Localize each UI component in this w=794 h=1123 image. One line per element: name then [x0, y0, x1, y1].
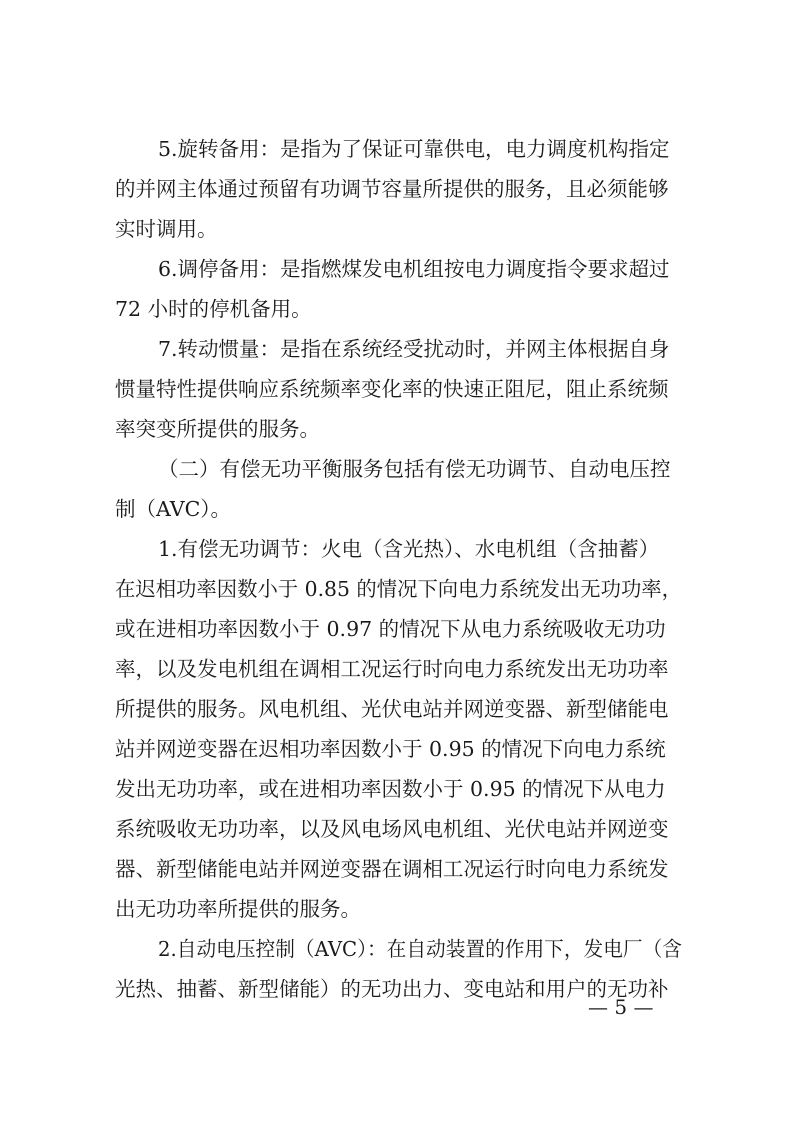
- text-line-content: 率，以及发电机组在调相工况运行时向电力系统发出无功功率: [115, 657, 669, 681]
- text-line: [0, 332, 794, 366]
- text-line: [0, 532, 794, 566]
- text-line: [0, 732, 794, 766]
- text-line-content: 72 小时的停机备用。: [115, 297, 312, 321]
- text-line: [0, 492, 794, 526]
- text-line: [0, 932, 794, 966]
- text-line-content: 实时调用。: [115, 217, 218, 241]
- text-line: [0, 852, 794, 886]
- text-line-content: 发出无功功率，或在进相功率因数小于 0.95 的情况下从电力: [115, 777, 666, 801]
- text-line-content: 出无功功率所提供的服务。: [115, 897, 361, 921]
- text-line-content: 制（AVC）。: [115, 497, 232, 521]
- text-line: [0, 132, 794, 166]
- text-line: [0, 452, 794, 486]
- text-line: [0, 612, 794, 646]
- text-line-content: 或在进相功率因数小于 0.97 的情况下从电力系统吸收无功功: [115, 617, 666, 641]
- text-line-content: 所提供的服务。风电机组、光伏电站并网逆变器、新型储能电: [115, 697, 669, 721]
- text-line: [0, 252, 794, 286]
- text-line-content: 在迟相功率因数小于 0.85 的情况下向电力系统发出无功功率，: [115, 577, 683, 601]
- text-line-content: 系统吸收无功功率，以及风电场风电机组、光伏电站并网逆变: [115, 817, 669, 841]
- text-line: [0, 212, 794, 246]
- text-line: [0, 972, 794, 1006]
- text-line-content: 光热、抽蓄、新型储能）的无功出力、变电站和用户的无功补: [115, 977, 669, 1001]
- text-line: [0, 692, 794, 726]
- text-line: [0, 172, 794, 206]
- text-line: [0, 652, 794, 686]
- text-line-content: 6.调停备用：是指燃煤发电机组按电力调度指令要求超过: [158, 257, 670, 281]
- text-line: [0, 372, 794, 406]
- text-line-content: 7.转动惯量：是指在系统经受扰动时，并网主体根据自身: [158, 337, 670, 361]
- text-line: [0, 892, 794, 926]
- text-line-content: 2.自动电压控制（AVC）：在自动装置的作用下，发电厂（含: [158, 937, 682, 961]
- text-line: [0, 572, 794, 606]
- text-line: [0, 292, 794, 326]
- text-line-content: 站并网逆变器在迟相功率因数小于 0.95 的情况下向电力系统: [115, 737, 666, 761]
- text-line-content: 1.有偿无功调节：火电（含光热）、水电机组（含抽蓄）: [158, 537, 660, 561]
- text-line-content: 率突变所提供的服务。: [115, 417, 320, 441]
- page-number: — 5 —: [588, 995, 654, 1019]
- text-line-content: 惯量特性提供响应系统频率变化率的快速正阻尼，阻止系统频: [115, 377, 669, 401]
- text-line: [0, 772, 794, 806]
- text-line: [0, 812, 794, 846]
- text-line: [0, 412, 794, 446]
- text-line-content: 器、新型储能电站并网逆变器在调相工况运行时向电力系统发: [115, 857, 669, 881]
- text-line-content: （二）有偿无功平衡服务包括有偿无功调节、自动电压控: [158, 457, 671, 481]
- text-line-content: 5.旋转备用：是指为了保证可靠供电，电力调度机构指定: [158, 137, 670, 161]
- text-line-content: 的并网主体通过预留有功调节容量所提供的服务，且必须能够: [115, 177, 669, 201]
